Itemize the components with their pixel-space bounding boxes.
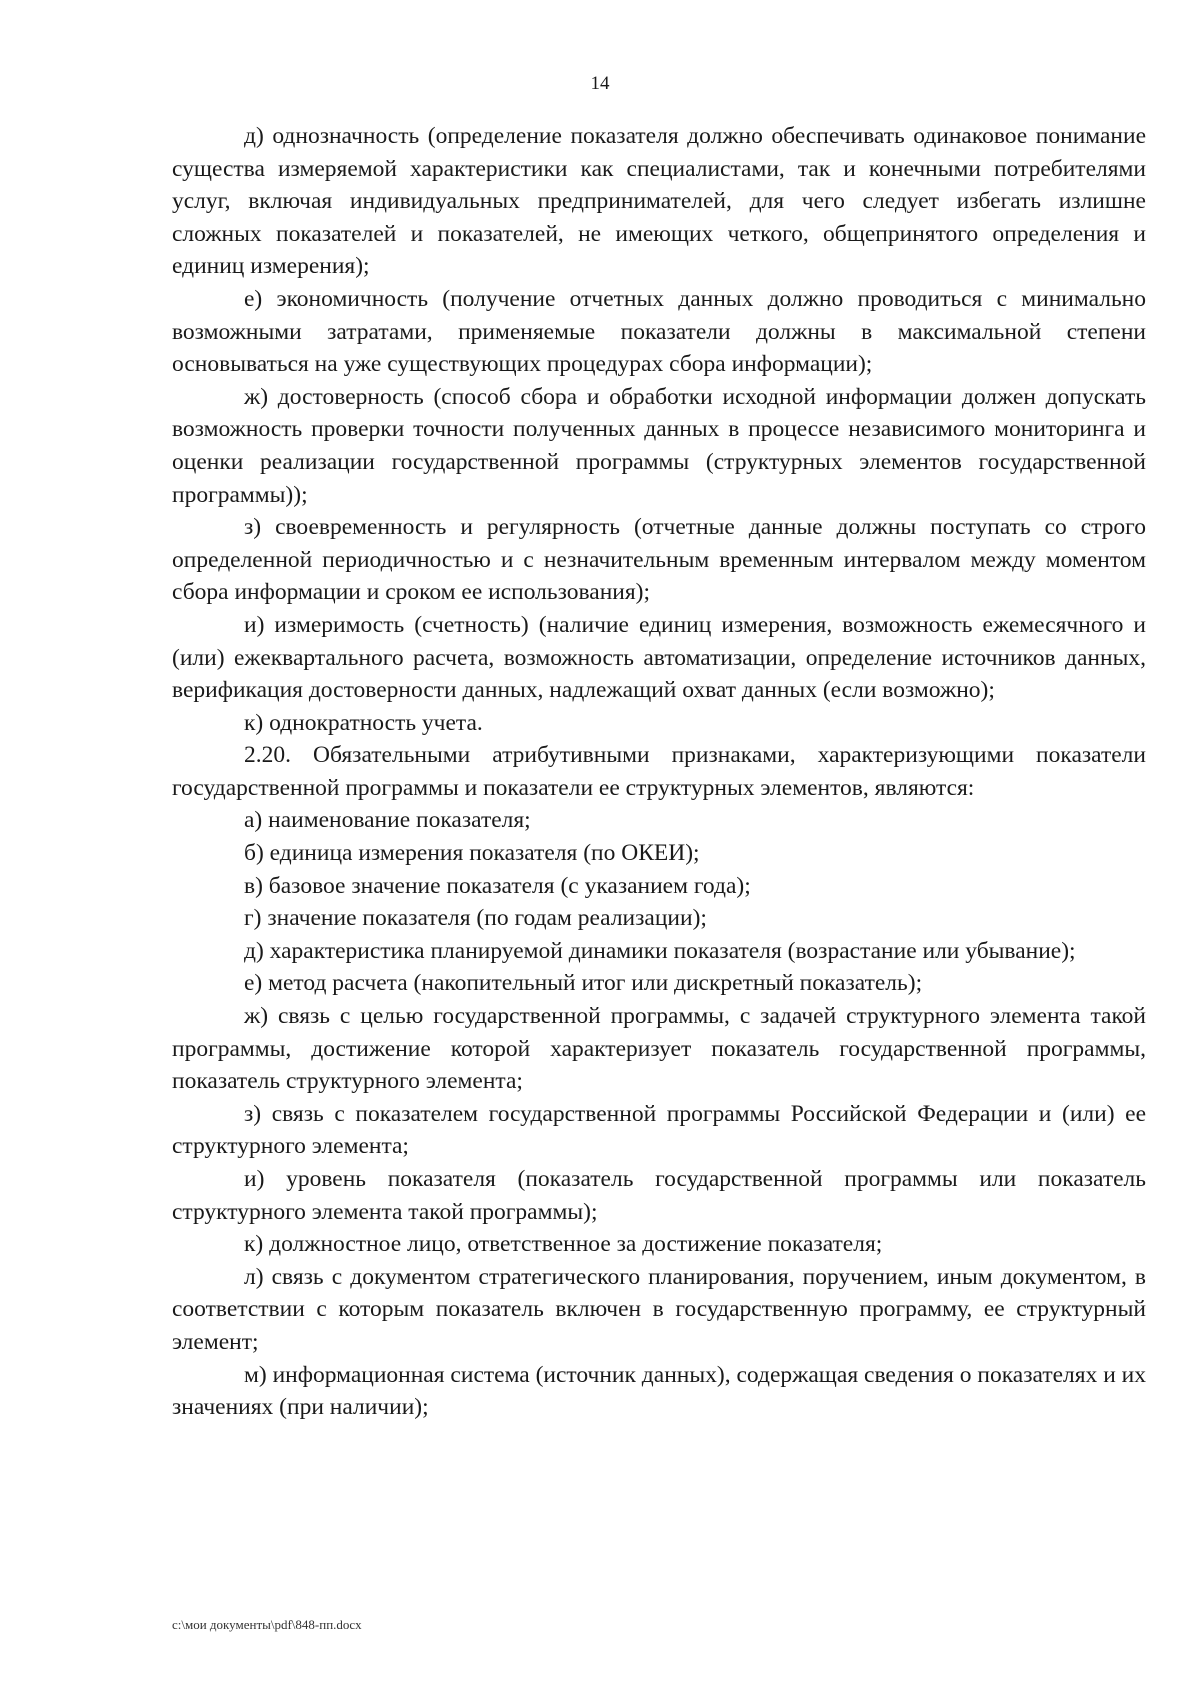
- paragraph: ж) достоверность (способ сбора и обработки исходной информации должен допускать возможность проверки точности полученных данных в процессе независимого мониторинга и оценки реализации государственной программы (структурных элементов государственной программы));: [172, 383, 1146, 508]
- paragraph: е) метод расчета (накопительный итог или дискретный показатель);: [244, 970, 923, 997]
- paragraph: в) базовое значение показателя (с указанием года);: [244, 872, 751, 899]
- paragraph: л) связь с документом стратегического планирования, поручением, иным документом, в соответствии с которым показатель включен в государственную программу, ее структурный элемент;: [172, 1263, 1146, 1355]
- paragraph: д) характеристика планируемой динамики показателя (возрастание или убывание);: [244, 937, 1076, 964]
- paragraph: к) однократность учета.: [244, 709, 483, 736]
- paragraph: к) должностное лицо, ответственное за достижение показателя;: [244, 1231, 883, 1258]
- page-number: 14: [590, 73, 610, 94]
- paragraph: а) наименование показателя;: [244, 807, 531, 834]
- paragraph: 2.20. Обязательными атрибутивными признаками, характеризующими показатели государственной программы и показатели ее структурных элементов, являются:: [172, 742, 1146, 801]
- paragraph: б) единица измерения показателя (по ОКЕИ);: [244, 840, 700, 867]
- paragraph: д) однозначность (определение показателя должно обеспечивать одинаковое понимание существа измеряемой характеристики как специалистами, так и конечными потребителями услуг, включая индивидуальных предпринимателей, для чего следует избегать излишне сложных показателей и показателей, не имеющих четкого, общепринятого определения и единиц измерения);: [172, 123, 1146, 280]
- paragraph: и) уровень показателя (показатель государственной программы или показатель структурного элемента такой программы);: [172, 1166, 1146, 1225]
- paragraph: м) информационная система (источник данных), содержащая сведения о показателях и их значениях (при наличии);: [172, 1361, 1146, 1421]
- footer-file-path: c:\мои документы\pdf\848-пп.docx: [172, 1617, 362, 1632]
- paragraph: з) связь с показателем государственной программы Российской Федерации и (или) ее структурного элемента;: [172, 1100, 1146, 1160]
- paragraph: г) значение показателя (по годам реализации);: [244, 905, 707, 932]
- paragraph: и) измеримость (счетность) (наличие единиц измерения, возможность ежемесячного и (или) ежеквартального расчета, возможность автоматизации, определение источников данных, верификация достоверности данных, надлежащий охват данных (если возможно);: [172, 611, 1146, 704]
- document-body: [172, 120, 1146, 1424]
- paragraph: ж) связь с целью государственной программы, с задачей структурного элемента такой программы, достижение которой характеризует показатель государственной программы, показатель структурного элемента;: [172, 1003, 1146, 1095]
- paragraph: з) своевременность и регулярность (отчетные данные должны поступать со строго определенной периодичностью и с незначительным временным интервалом между моментом сбора информации и сроком ее использования);: [172, 514, 1146, 606]
- paragraph: е) экономичность (получение отчетных данных должно проводиться с минимально возможными затратами, применяемые показатели должны в максимальной степени основываться на уже существующих процедурах сбора информации);: [172, 285, 1146, 378]
